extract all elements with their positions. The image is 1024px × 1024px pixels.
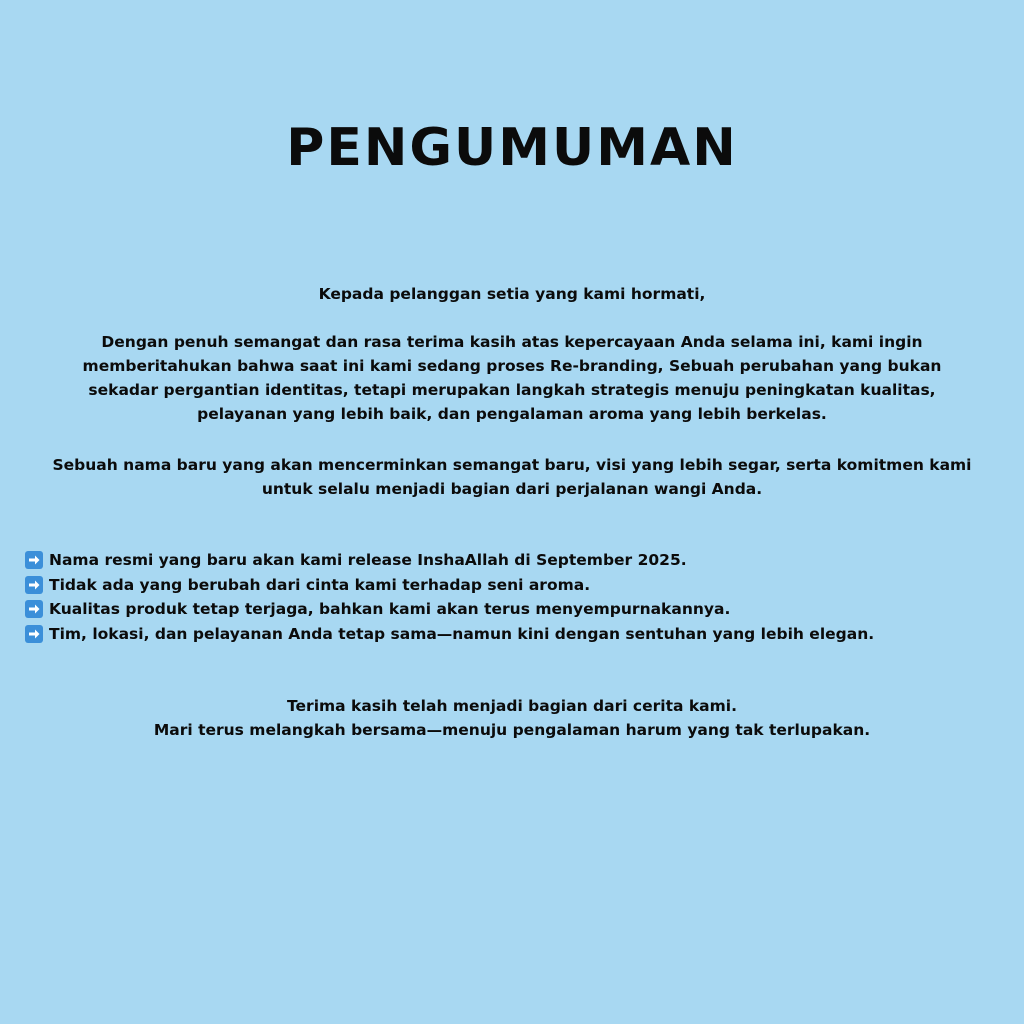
closing-paragraph xyxy=(20,694,1004,742)
page-title: PENGUMUMAN xyxy=(286,118,738,178)
list-item xyxy=(25,597,1005,622)
paragraph-line: Dengan penuh semangat dan rasa terima kasih atas kepercayaan Anda selama ini, kami ingin xyxy=(101,333,923,351)
right-arrow-icon xyxy=(25,576,43,594)
vision-paragraph xyxy=(20,453,1004,501)
paragraph-line: pelayanan yang lebih baik, dan pengalaman aroma yang lebih berkelas. xyxy=(197,405,827,423)
list-item xyxy=(25,548,1005,573)
bullet-text: Kualitas produk tetap terjaga, bahkan kami akan terus menyempurnakannya. xyxy=(49,600,731,618)
paragraph-line: Sebuah nama baru yang akan mencerminkan semangat baru, visi yang lebih segar, serta komitmen kami xyxy=(52,456,972,474)
list-item xyxy=(25,622,1005,647)
list-item xyxy=(25,573,1005,598)
intro-paragraph xyxy=(20,330,1004,426)
right-arrow-icon xyxy=(25,551,43,569)
bullet-text: Nama resmi yang baru akan kami release InshaAllah di September 2025. xyxy=(49,551,687,569)
paragraph-line: untuk selalu menjadi bagian dari perjalanan wangi Anda. xyxy=(261,480,763,498)
right-arrow-icon xyxy=(25,625,43,643)
bullet-text: Tidak ada yang berubah dari cinta kami terhadap seni aroma. xyxy=(49,575,591,594)
paragraph-line: sekadar pergantian identitas, tetapi merupakan langkah strategis menuju peningkatan kualitas, xyxy=(88,381,936,399)
greeting: Kepada pelanggan setia yang kami hormati, xyxy=(318,285,706,303)
paragraph-line: memberitahukan bahwa saat ini kami sedang proses Re-branding, Sebuah perubahan yang bukan xyxy=(82,357,942,375)
paragraph-line: Terima kasih telah menjadi bagian dari cerita kami. xyxy=(287,697,737,715)
bullet-text: Tim, lokasi, dan pelayanan Anda tetap sama—namun kini dengan sentuhan yang lebih elegan. xyxy=(49,624,875,643)
paragraph-line: Mari terus melangkah bersama—menuju pengalaman harum yang tak terlupakan. xyxy=(153,721,871,739)
right-arrow-icon xyxy=(25,600,43,618)
bullet-list xyxy=(25,548,1005,646)
